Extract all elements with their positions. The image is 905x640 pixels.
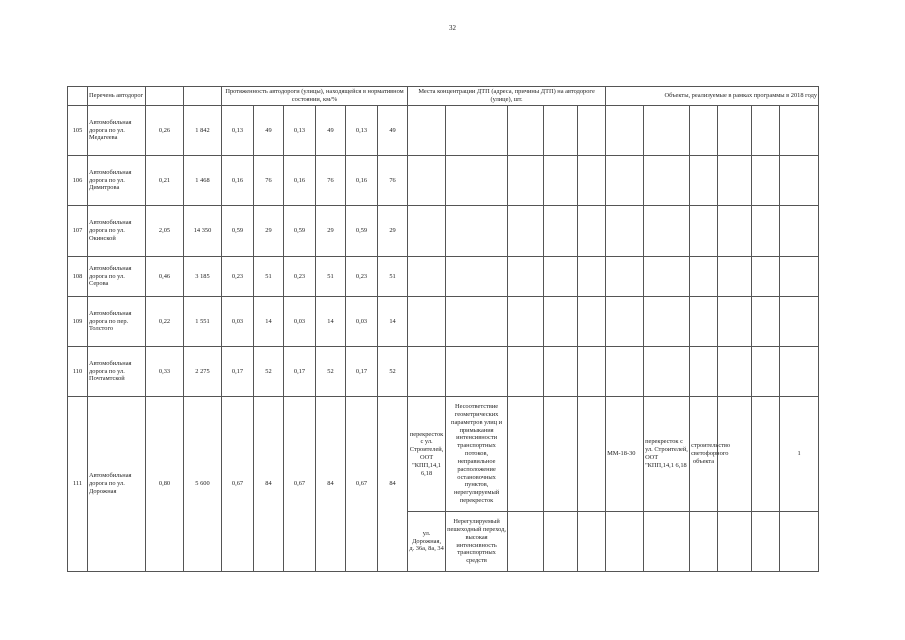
- object-place: перекресток с ул. Строителей, ООТ "КПП,14,1 6,18: [644, 397, 690, 512]
- object-type: строительство светофорного объекта: [690, 397, 718, 512]
- header-length: Протяженность автодороги (улицы), находящейся в нормативном состоянии, км/%: [222, 87, 408, 106]
- dtp-place-1: перекресток с ул. Строителей, ООТ "КПП,14,1 6,18: [408, 397, 446, 512]
- table-row: 107 Автомобильная дорога по ул. Окинской 2,05 14 350 0,59 29 0,59 29 0,59 29: [68, 206, 819, 257]
- table-row: 110 Автомобильная дорога по ул. Почтамтской 0,33 2 275 0,17 52 0,17 52 0,17 52: [68, 347, 819, 397]
- table-row: 109 Автомобильная дорога по пер. Толстого 0,22 1 551 0,03 14 0,03 14 0,03 14: [68, 297, 819, 347]
- dtp-place-2: ул. Дорожная, д. 36а, 8а, 34: [408, 512, 446, 572]
- header-dtp: Места концентрации ДТП (адреса, причины ДТП) на автодороге (улице), шт.: [408, 87, 606, 106]
- table-row: 111 Автомобильная дорога по ул. Дорожная 0,80 5 600 0,67 84 0,67 84 0,67 84 перекресток с ул. Строителей, ООТ "КПП,14,1 6,18 Несоответствие геометрических параметров улиц и примыкания интенсивности транспортных потоков, неправильное расположение остановочных пунктов, нерегулируемый перекресток ММ-18-30 перекресток с ул. Строителей, ООТ "КПП,14,1 6,18 строительство светофорного объекта 1: [68, 397, 819, 512]
- page-number: 32: [449, 24, 456, 32]
- dtp-reason-1: Несоответствие геометрических параметров улиц и примыкания интенсивности транспортных потоков, неправильное расположение остановочных пунктов, нерегулируемый перекресток: [446, 397, 508, 512]
- table-row: 105 Автомобильная дорога по ул. Медагеева 0,26 1 842 0,13 49 0,13 49 0,13 49: [68, 106, 819, 156]
- roads-table: [67, 86, 819, 572]
- table-row: 106 Автомобильная дорога по ул. Димитрова 0,21 1 468 0,16 76 0,16 76 0,16 76: [68, 156, 819, 206]
- object-code: ММ-18-30: [606, 397, 644, 512]
- object-count: 1: [780, 397, 819, 512]
- header-road-list: Перечень автодорог: [88, 87, 146, 106]
- dtp-reason-2: Нерегулируемый пешеходный переход, высокая интенсивность транспортных средств: [446, 512, 508, 572]
- table-header-row: [68, 87, 819, 106]
- header-objects: Объекты, реализуемые в рамках программы в 2018 году: [606, 87, 819, 106]
- table-row: 108 Автомобильная дорога по ул. Серова 0,46 3 185 0,23 51 0,23 51 0,23 51: [68, 257, 819, 297]
